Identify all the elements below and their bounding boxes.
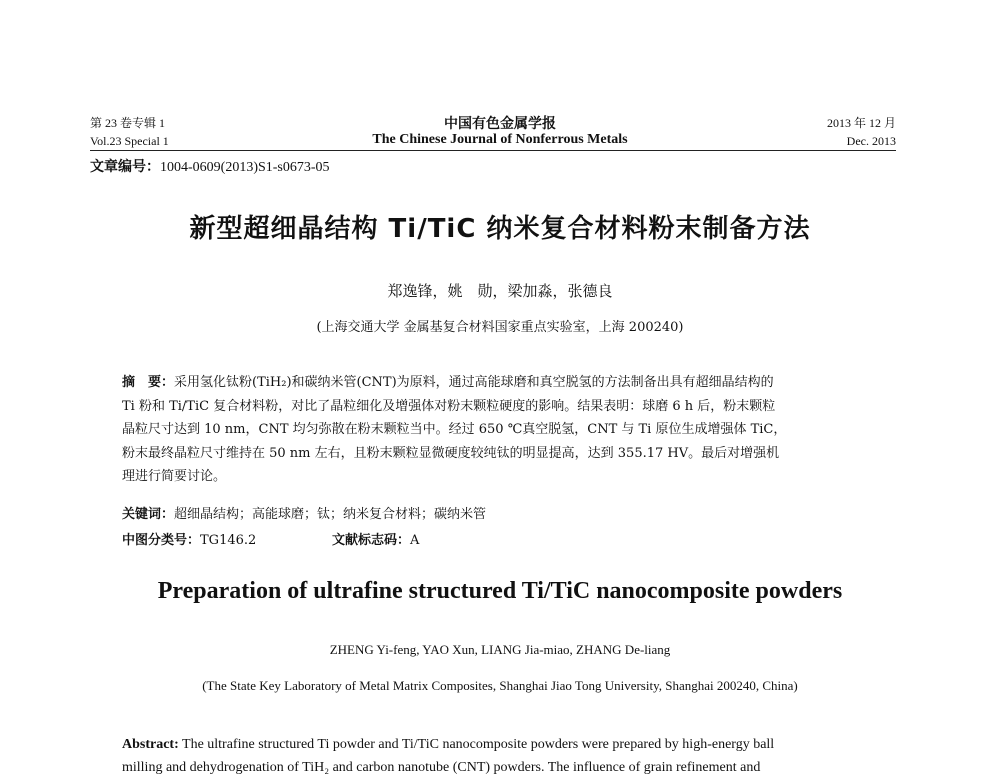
volume-issue-en: Vol.23 Special 1 — [90, 134, 169, 148]
classification-number — [122, 529, 256, 553]
abstract-en — [122, 733, 882, 779]
title-cn: 新型超细晶结构 Ti/TiC 纳米复合材料粉末制备方法 — [189, 214, 811, 244]
abstract-cn-label: 摘 要： — [122, 375, 175, 390]
issue-date-cn: 2013 年 12 月 — [826, 116, 896, 130]
abstract-en-text: The ultrafine structured Ti powder and Ti/TiC nanocomposite powders were prepared by high-energy ball — [182, 737, 775, 752]
journal-name-en: The Chinese Journal of Nonferrous Metals — [372, 132, 628, 147]
abstract-en-line — [122, 733, 882, 756]
abstract-en-label: Abstract: — [122, 737, 179, 752]
article-number-label: 文章编号： — [90, 159, 160, 175]
abstract-cn-line — [122, 371, 882, 395]
article-number — [90, 156, 330, 176]
document-code-label: 文献标志码： — [332, 533, 411, 548]
abstract-cn-line: 粉末最终晶粒尺寸维持在 50 nm 左右，且粉末颗粒显微硬度较纯钛的明显提高，达到 355.17 HV。最后对增强机 — [122, 445, 780, 461]
title-en: Preparation of ultrafine structured Ti/TiC nanocomposite powders — [157, 578, 843, 604]
header-rule — [90, 150, 896, 151]
document-code-value: A — [410, 533, 420, 548]
classification-value: TG146.2 — [200, 533, 257, 548]
article-number-value: 1004-0609(2013)S1-s0673-05 — [160, 160, 330, 175]
classification-label: 中图分类号： — [122, 533, 201, 548]
abstract-cn — [122, 371, 882, 489]
abstract-cn-line: 理进行简要讨论。 — [122, 469, 227, 484]
volume-issue-cn: 第 23 卷专辑 1 — [90, 116, 166, 130]
authors-cn: 郑逸锋，姚 勋，梁加淼，张德良 — [387, 282, 613, 300]
abstract-cn-line: 晶粒尺寸达到 10 nm，CNT 均匀弥散在粉末颗粒当中。经过 650 ℃真空脱氢，CNT 与 Ti 原位生成增强体 TiC， — [122, 422, 787, 437]
affiliation-cn: (上海交通大学 金属基复合材料国家重点实验室，上海 200240) — [316, 320, 684, 335]
authors-en: ZHENG Yi-feng, YAO Xun, LIANG Jia-miao, ZHANG De-liang — [329, 642, 671, 657]
document-code — [332, 529, 419, 553]
abstract-en-line: milling and dehydrogenation of TiH₂ and carbon nanotube (CNT) powders. The influence of grain refinement and — [122, 760, 761, 775]
affiliation-en: (The State Key Laboratory of Metal Matrix Composites, Shanghai Jiao Tong University, Shanghai 200240, China) — [202, 678, 798, 693]
keywords-value: 超细晶结构；高能球磨；钛；纳米复合材料；碳纳米管 — [174, 507, 487, 522]
journal-name-cn: 中国有色金属学报 — [444, 116, 556, 132]
abstract-cn-text: 采用氢化钛粉(TiH₂)和碳纳米管(CNT)为原料，通过高能球磨和真空脱氢的方法制备出具有超细晶结构的 — [174, 375, 774, 390]
keywords-label: 关键词： — [122, 507, 175, 522]
abstract-cn-line: Ti 粉和 Ti/TiC 复合材料粉，对比了晶粒细化及增强体对粉末颗粒硬度的影响。结果表明：球磨 6 h 后，粉末颗粒 — [122, 398, 776, 414]
issue-date-en: Dec. 2013 — [846, 134, 896, 148]
keywords-cn — [122, 503, 486, 527]
